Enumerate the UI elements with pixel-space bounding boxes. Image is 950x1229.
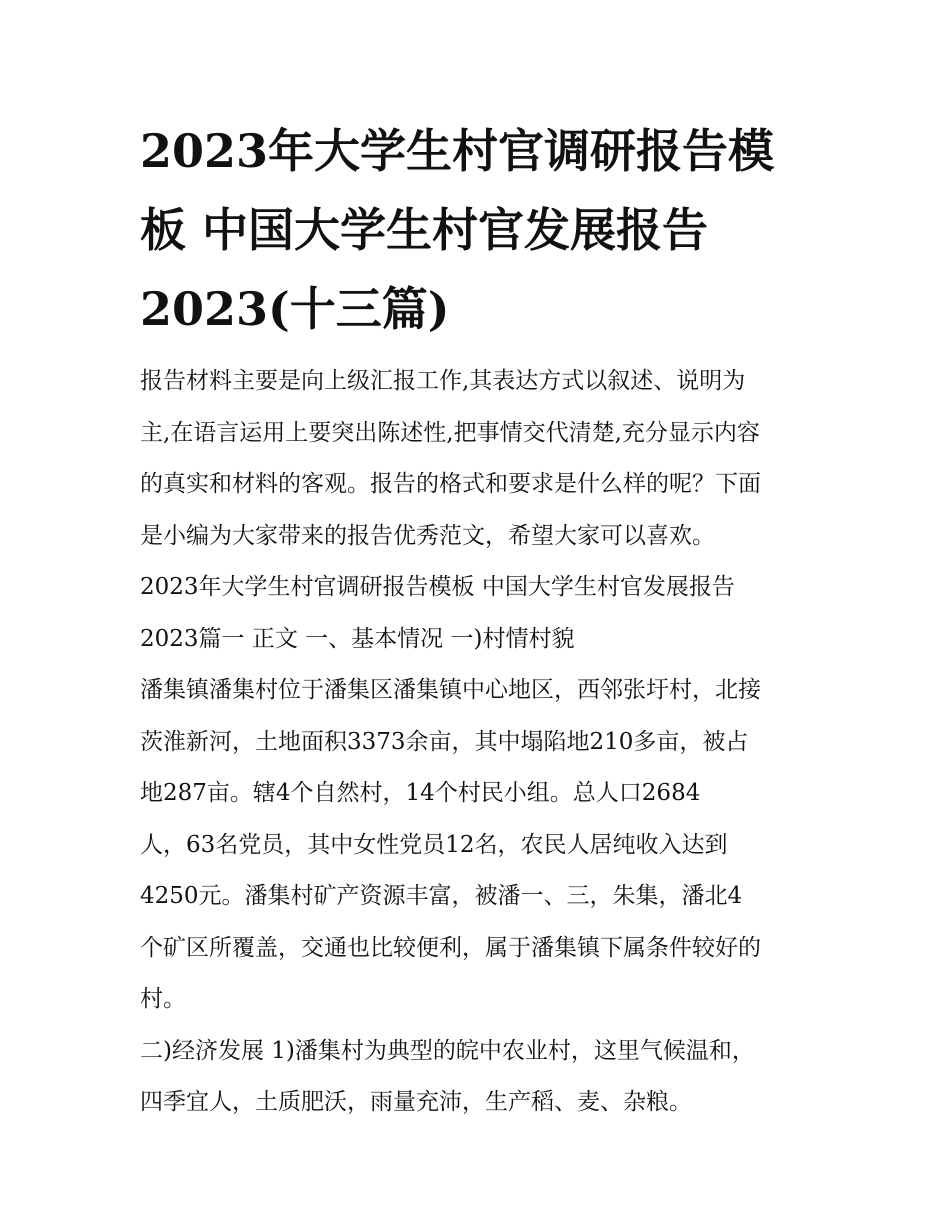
body-line: 的真实和材料的客观。报告的格式和要求是什么样的呢？下面: [140, 471, 761, 497]
section-heading-line: 2023篇一 正文 一、基本情况 一)村情村貌: [140, 625, 575, 652]
body-line: 主,在语言运用上要突出陈述性,把事情交代清楚,充分显示内容: [140, 419, 760, 446]
title-line: 2023(十三篇): [140, 282, 450, 336]
body-line: 4250元。潘集村矿产资源丰富，被潘一、三，朱集，潘北4: [140, 883, 743, 909]
title-line: 2023年大学生村官调研报告模: [140, 124, 775, 178]
document-body: [140, 356, 830, 1129]
body-line: 报告材料主要是向上级汇报工作,其表达方式以叙述、说明为: [140, 368, 746, 394]
body-line: 是小编为大家带来的报告优秀范文，希望大家可以喜欢。: [140, 522, 715, 549]
document-title: [140, 112, 820, 349]
body-line: 地287亩。辖4个自然村，14个村民小组。总人口2684: [140, 780, 701, 806]
body-line: 茨淮新河，土地面积3373余亩，其中塌陷地210多亩，被占: [140, 728, 749, 755]
body-line: 个矿区所覆盖，交通也比较便利，属于潘集镇下属条件较好的: [140, 934, 761, 961]
body-line: 四季宜人，土质肥沃，雨量充沛，生产稻、麦、杂粮。: [140, 1089, 692, 1115]
body-line: 人，63名党员，其中女性党员12名，农民人居纯收入达到: [140, 831, 728, 858]
section-heading-line: 2023年大学生村官调研报告模板 中国大学生村官发展报告: [140, 574, 735, 600]
body-line: 村。: [140, 986, 186, 1012]
body-line: 二)经济发展 1)潘集村为典型的皖中农业村，这里气候温和，: [140, 1037, 755, 1064]
title-line: 板 中国大学生村官发展报告: [140, 203, 709, 257]
body-line: 潘集镇潘集村位于潘集区潘集镇中心地区，西邻张圩村，北接: [140, 677, 761, 703]
